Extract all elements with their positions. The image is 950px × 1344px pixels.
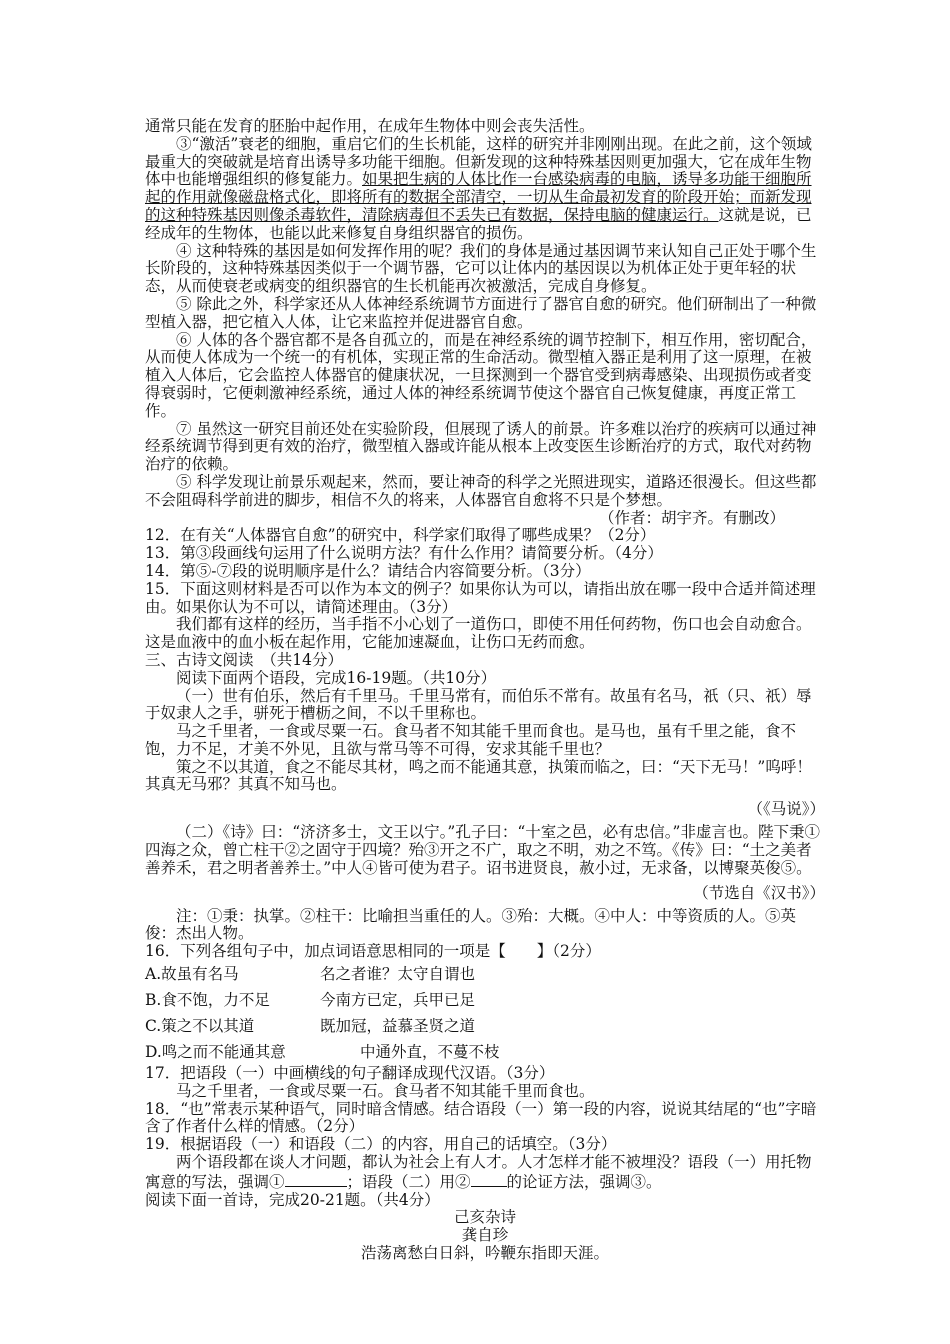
paragraph-7: ⑦ 虽然这一研究目前还处在实验阶段，但展现了诱人的前景。许多难以治疗的疾病可以通过神经系统调节得到更有效的治疗，微型植入器或许能从根本上改变医生诊断治疗的方式，取代对药物治疗的依赖。 <box>145 419 817 474</box>
exam-page <box>145 118 825 1263</box>
poem-title: 己亥杂诗 <box>453 1208 516 1227</box>
question-13: 13．第③段画线句运用了什么说明方法？有什么作用？请简要分析。（4分） <box>145 544 663 563</box>
passage-2: （二）《诗》曰：“济济多士，文王以宁。”孔子曰：“十室之邑，必有忠信。”非虚言也。陛下秉①四海之众，曾亡柱干②之固守于四境？殆③开之不广，取之不明，劝之不笃。《传》曰：“土之美者善养禾，君之明者善养士。”中人④皆可使为君子。诏书进贤良，赦小过，无求备，以博聚英俊⑤。 <box>145 823 820 877</box>
poem-line-1: 浩荡离愁白日斜，吟鞭东指即天涯。 <box>360 1244 609 1263</box>
question-12: 12．在有关“人体器官自愈”的研究中，科学家们取得了哪些成果？（2分） <box>145 526 656 545</box>
paragraph-8: ⑤ 科学发现让前景乐观起来，然而，要让神奇的科学之光照进现实，道路还很漫长。但这些都不会阻碍科学前进的脚步，相信不久的将来，人体器官自愈将不只是个梦想。 <box>145 472 817 509</box>
author-line: （作者：胡宇齐。有删改） <box>598 508 785 527</box>
paragraph-3: ③“激活”衰老的细胞，重启它们的生长机能，这样的研究并非刚刚出现。在此之前，这个领域最重大的突破就是培育出诱导多功能干细胞。但新发现的这种特殊基因则更加强大，它在成年生物体中也能增强组织的修复能力。如果把生病的人体比作一台感染病毒的电脑，诱导多功能干细胞所起的作用就像磁盘格式化，即将所有的数据全部清空，一切从生命最初发育的阶段开始；而新发现的这种特殊基因则像杀毒软件，清除病毒但不丢失已有数据，保持电脑的健康运行。这就是说，已经成年的生物体，也能以此来修复自身组织器官的损伤。 <box>145 134 812 242</box>
option-b: B.食不饱，力不足 今南方已定，兵甲已足 <box>145 991 476 1010</box>
answer-blank-1[interactable] <box>285 1172 347 1187</box>
notes: 注：①秉：执掌。②柱干：比喻担当重任的人。③殆：大概。④中人：中等资质的人。⑤英俊：杰出人物。 <box>145 906 797 943</box>
question-19: 19．根据语段（一）和语段（二）的内容，用自己的话填空。（3分） <box>145 1135 617 1154</box>
passage-1-para-1: （一）世有伯乐，然后有千里马。千里马常有，而伯乐不常有。故虽有名马，祇（只、祇）辱于奴隶人之手，骈死于槽枥之间，不以千里称也。 <box>145 686 812 723</box>
question-15-material: 我们都有这样的经历，当手指不小心划了一道伤口，即使不用任何药物，伤口也会自动愈合。这是血液中的血小板在起作用，它能加速凝血，让伤口无药而愈。 <box>145 615 812 652</box>
passage-1-para-2: 马之千里者，一食或尽粟一石。食马者不知其能千里而食也。是马也，虽有千里之能，食不饱，力不足，才美不外见，且欲与常马等不可得，安求其能千里也？ <box>145 722 797 758</box>
option-d: D.鸣之而不能通其意 中通外直，不蔓不枝 <box>145 1043 500 1062</box>
paragraph-5: ⑤ 除此之外，科学家还从人体神经系统调节方面进行了器官自愈的研究。他们研制出了一种微型植入器，把它植入人体，让它来监控并促进器官自愈。 <box>145 294 817 331</box>
section-3-heading: 三、古诗文阅读 （共14分） <box>145 650 343 669</box>
question-17: 17．把语段（一）中画横线的句子翻译成现代汉语。（3分） <box>145 1064 555 1083</box>
question-15: 15．下面这则材料是否可以作为本文的例子？如果你认为可以，请指出放在哪一段中合适并简述理由。如果你认为不可以，请简述理由。（3分） <box>145 579 816 616</box>
passage-1-source: （《马说》） <box>747 800 825 819</box>
paragraph-6: ⑥ 人体的各个器官都不是各自孤立的，而是在神经系统的调节控制下，相互作用，密切配合，从而使人体成为一个统一的有机体，实现正常的生命活动。微型植入器正是利用了这一原理，在被植入人体后，它会监控人体器官的健康状况，一旦探测到一个器官受到病毒感染、出现损伤或者变得衰弱时，它便刺激神经系统，通过人体的神经系统调节使这个器官自己恢复健康，再度正常工作。 <box>145 330 817 420</box>
passage-1-para-3: 策之不以其道，食之不能尽其材，鸣之而不能通其意，执策而临之，曰：“天下无马！”呜呼！其真无马邪？其真不知马也。 <box>145 757 812 794</box>
option-c: C.策之不以其道 既加冠，益慕圣贤之道 <box>145 1017 476 1036</box>
poem-intro: 阅读下面一首诗，完成20-21题。（共4分） <box>145 1190 440 1209</box>
question-16: 16．下列各组句子中，加点词语意思相同的一项是【 】（2分） <box>145 942 601 961</box>
question-18: 18．“也”常表示某种语气，同时暗含情感。结合语段（一）第一段的内容，说说其结尾的“也”字暗含了作者什么样的情感。（2分） <box>145 1099 817 1136</box>
question-19-fill: 两个语段都在谈人才问题，都认为社会上有人才。人才怎样才能不被埋没？语段（一）用托物寓意的写法，强调① ；语段（二）用② 的论证方法，强调③。 <box>145 1153 812 1191</box>
passage-2-source: （节选自《汉书》） <box>693 883 825 902</box>
paragraph: 通常只能在发育的胚胎中起作用，在成年生物体中则会丧失活性。 <box>145 117 595 135</box>
question-14: 14．第⑤-⑦段的说明顺序是什么？请结合内容简要分析。（3分） <box>145 561 591 580</box>
question-17-sentence: 马之千里者，一食或尽粟一石。食马者不知其能千里而食也。 <box>176 1081 595 1100</box>
option-a: A.故虽有名马 名之者谁？太守自谓也 <box>145 965 476 984</box>
paragraph-4: ④ 这种特殊的基因是如何发挥作用的呢？我们的身体是通过基因调节来认知自己正处于哪个生长阶段的，这种特殊基因类似于一个调节器，它可以让体内的基因误以为机体正处于更年轻的状态，从而使衰老或病变的组织器官的生长机能再次被激活，完成自身修复。 <box>145 241 817 296</box>
answer-blank-2[interactable] <box>471 1172 507 1187</box>
section-3-intro: 阅读下面两个语段，完成16-19题。（共10分） <box>176 668 497 687</box>
poem-author: 龚自珍 <box>461 1226 509 1245</box>
underlined-sentence: 如果把生病的人体比作一台感染病毒的电脑，诱导多功能干细胞所起的作用就像磁盘格式化，即将所有的数据全部清空，一切从生命最初发育的阶段开始；而新发现的这种特殊基因则像杀毒软件，清除病毒但不丢失已有数据，保持电脑的健康运行。 <box>145 170 812 224</box>
